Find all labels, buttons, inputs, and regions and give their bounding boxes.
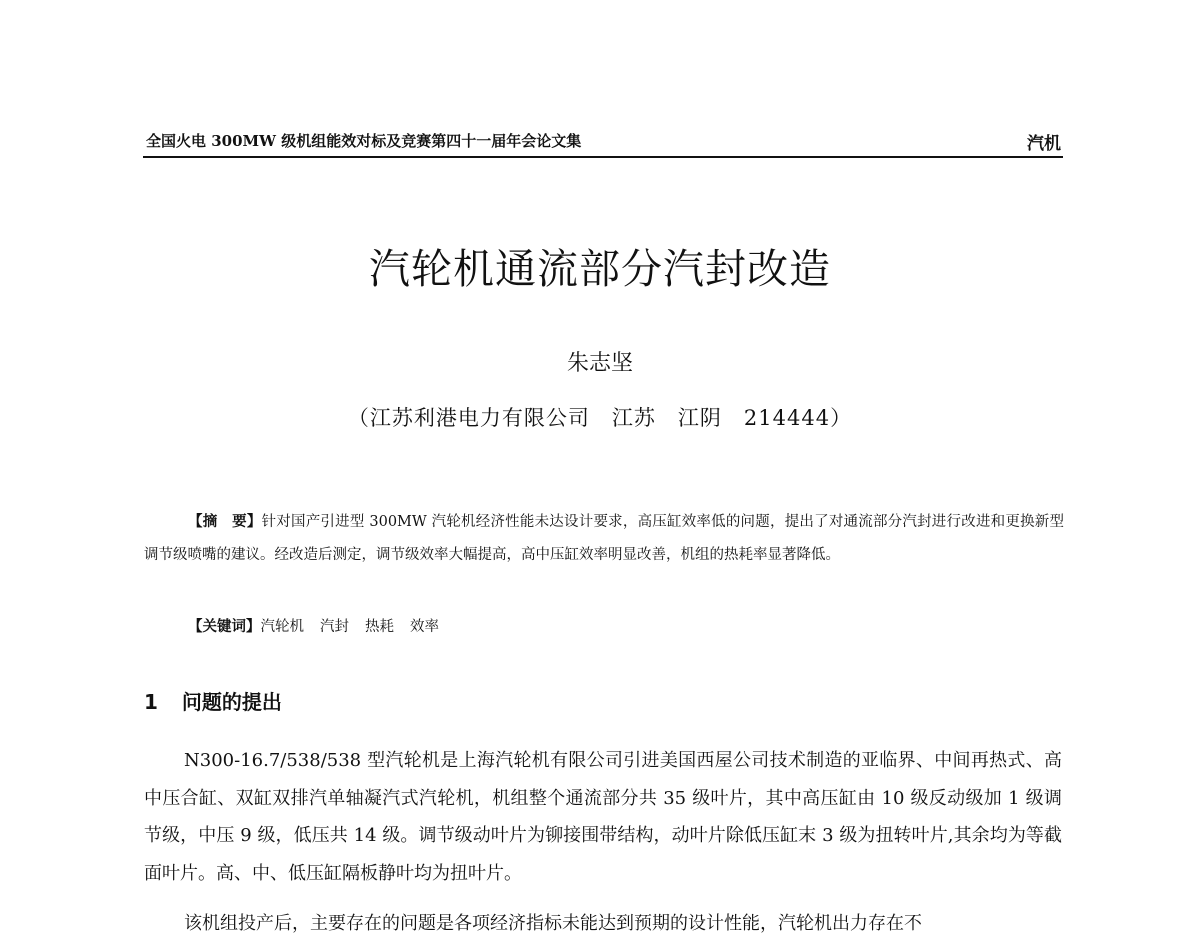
keyword-item: 热耗 bbox=[365, 619, 394, 635]
body-paragraph: 该机组投产后，主要存在的问题是各项经济指标未能达到预期的设计性能，汽轮机出力存在不 bbox=[184, 913, 922, 934]
abstract-label: 【摘 要】 bbox=[188, 513, 262, 530]
keywords bbox=[144, 610, 1064, 644]
journal-name: 全国火电 300MW 级机组能效对标及竞赛第四十一届年会论文集 bbox=[146, 132, 582, 150]
section-number: 1 bbox=[144, 690, 158, 714]
abstract bbox=[144, 505, 1064, 572]
section-tag: 汽机 bbox=[1027, 134, 1061, 154]
keyword-item: 效率 bbox=[410, 619, 439, 635]
author-affiliation: （江苏利港电力有限公司 江苏 江阴 214444） bbox=[347, 406, 853, 430]
abstract-text: 针对国产引进型 300MW 汽轮机经济性能未达设计要求，高压缸效率低的问题，提出了对通流部分汽封进行改进和更换新型调节级喷嘴的建议。经改造后测定，调节级效率大幅提高，高中压缸效率明显改善，机组的热耗率显著降低。 bbox=[144, 514, 1065, 563]
author-name: 朱志坚 bbox=[566, 351, 633, 376]
paper-title: 汽轮机通流部分汽封改造 bbox=[369, 245, 831, 293]
body-paragraph: N300-16.7/538/538 型汽轮机是上海汽轮机有限公司引进美国西屋公司技术制造的亚临界、中间再热式、高中压合缸、双缸双排汽单轴凝汽式汽轮机，机组整个通流部分共 35 级叶片，其中高压缸由 10 级反动级加 1 级调节级，中压 9 级，低压共 14 级。调节级动叶片为铆接围带结构，动叶片除低压缸末 3 级为扭转叶片,其余均为等截面叶片。高、中、低压缸隔板静叶均为扭叶片。 bbox=[144, 750, 1062, 884]
section-title: 问题的提出 bbox=[181, 690, 282, 714]
keyword-item: 汽封 bbox=[320, 619, 349, 635]
section-heading bbox=[144, 686, 282, 715]
keywords-label: 【关键词】 bbox=[188, 618, 261, 635]
keyword-item: 汽轮机 bbox=[260, 619, 304, 635]
running-header bbox=[143, 128, 1063, 158]
